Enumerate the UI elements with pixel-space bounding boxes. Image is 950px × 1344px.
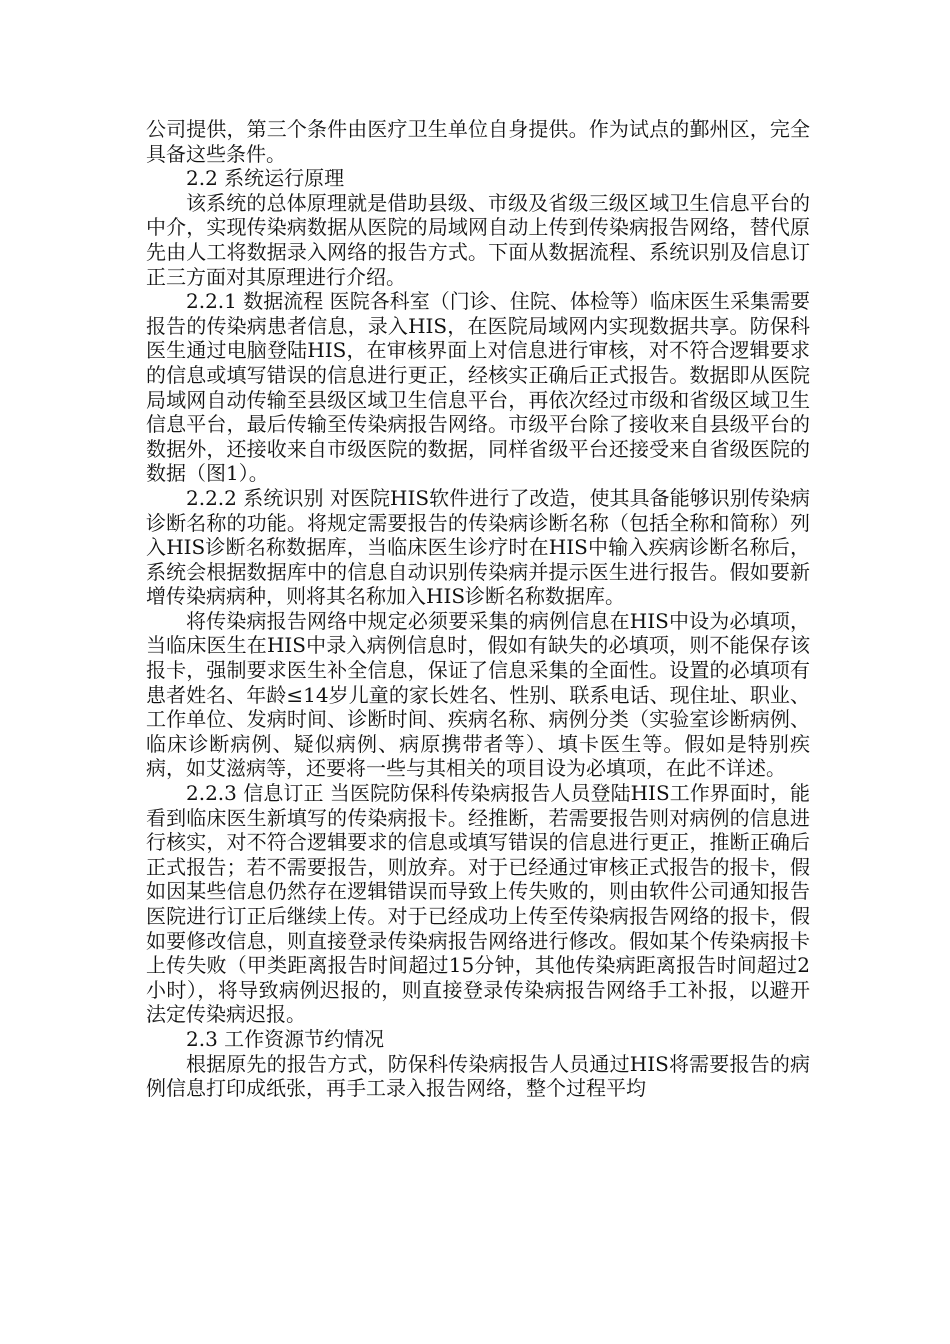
section-heading-2-2: 2.2 系统运行原理 <box>186 166 345 191</box>
paragraph-system-principle: 该系统的总体原理就是借助县级、市级及省级三级区域卫生信息平台的中介，实现传染病数据从医院的局域网自动上传到传染病报告网络，替代原先由人工将数据录入网络的报告方式。下面从数据流程、系统识别及信息订正三方面对其原理进行介绍。 <box>146 190 810 289</box>
paragraph-information-correction: 2.2.3 信息订正 当医院防保科传染病报告人员登陆HIS工作界面时，能看到临床医生新填写的传染病报卡。经推断，若需要报告则对病例的信息进行核实，对不符合逻辑要求的信息或填写错误的信息进行更正，推断正确后正式报告；若不需要报告，则放弃。对于已经通过审核正式报告的报卡，假如因某些信息仍然存在逻辑错误而导致上传失败的，则由软件公司通知报告医院进行订正后继续上传。对于已经成功上传至传染病报告网络的报卡，假如要修改信息，则直接登录传染病报告网络进行修改。假如某个传染病报卡上传失败（甲类距离报告时间超过15分钟，其他传染病距离报告时间超过2小时），将导致病例迟报的，则直接登录传染病报告网络手工补报，以避开法定传染病迟报。 <box>146 781 810 1027</box>
document-page <box>146 117 810 1101</box>
paragraph-data-flow: 2.2.1 数据流程 医院各科室（门诊、住院、体检等）临床医生采集需要报告的传染病患者信息，录入HIS，在医院局域网内实现数据共享。防保科医生通过电脑登陆HIS，在审核界面上对信息进行审核，对不符合逻辑要求的信息或填写错误的信息进行更正，经核实正确后正式报告。数据即从医院局域网自动传输至县级区域卫生信息平台，再依次经过市级和省级区域卫生信息平台，最后传输至传染病报告网络。市级平台除了接收来自县级平台的数据外，还接收来自市级医院的数据，同样省级平台还接受来自省级医院的数据（图1）。 <box>146 289 810 486</box>
paragraph-continuation: 公司提供，第三个条件由医疗卫生单位自身提供。作为试点的鄞州区，完全具备这些条件。 <box>146 117 810 166</box>
paragraph-required-fields: 将传染病报告网络中规定必须要采集的病例信息在HIS中设为必填项，当临床医生在HIS中录入病例信息时，假如有缺失的必填项，则不能保存该报卡，强制要求医生补全信息，保证了信息采集的全面性。设置的必填项有患者姓名、年龄≤14岁儿童的家长姓名、性别、联系电话、现住址、职业、工作单位、发病时间、诊断时间、疾病名称、病例分类（实验室诊断病例、临床诊断病例、疑似病例、病原携带者等）、填卡医生等。假如是特别疾病，如艾滋病等，还要将一些与其相关的项目设为必填项，在此不详述。 <box>146 608 810 781</box>
section-heading-2-3: 2.3 工作资源节约情况 <box>186 1026 385 1051</box>
paragraph-system-recognition: 2.2.2 系统识别 对医院HIS软件进行了改造，使其具备能够识别传染病诊断名称的功能。将规定需要报告的传染病诊断名称（包括全称和简称）列入HIS诊断名称数据库，当临床医生诊疗时在HIS中输入疾病诊断名称后，系统会根据数据库中的信息自动识别传染病并提示医生进行报告。假如要新增传染病病种，则将其名称加入HIS诊断名称数据库。 <box>146 485 810 609</box>
paragraph-resource-saving: 根据原先的报告方式，防保科传染病报告人员通过HIS将需要报告的病例信息打印成纸张，再手工录入报告网络，整个过程平均 <box>146 1051 810 1101</box>
